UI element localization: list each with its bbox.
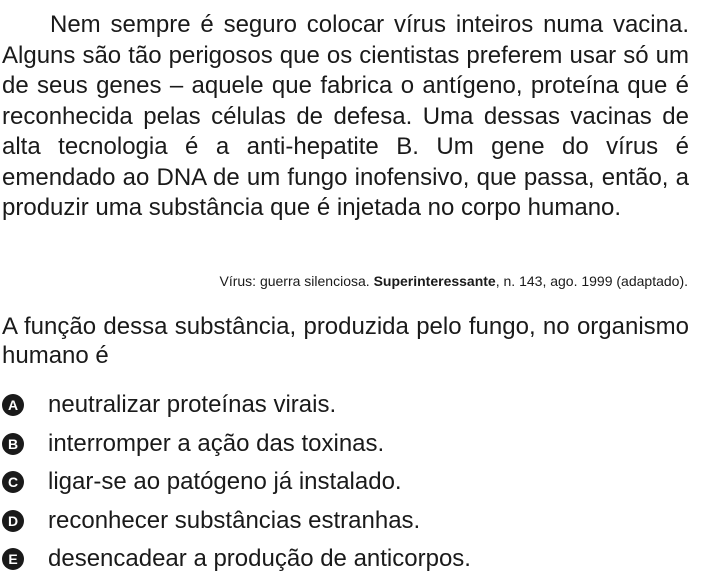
option-letter-d: D [2, 510, 24, 532]
option-e[interactable] [2, 540, 692, 579]
option-letter-c: C [2, 471, 24, 493]
question-stem: A função dessa substância, produzida pelo fungo, no organismo humano é [2, 313, 689, 369]
option-c[interactable] [2, 463, 692, 502]
option-text-a: neutralizar proteínas virais. [48, 391, 337, 419]
option-text-c: ligar-se ao patógeno já instalado. [48, 468, 402, 496]
option-d[interactable] [2, 502, 692, 541]
option-letter-b: B [2, 433, 24, 455]
option-letter-a: A [2, 394, 24, 416]
option-b[interactable] [2, 425, 692, 464]
citation [219, 272, 688, 290]
answer-options [2, 386, 692, 579]
option-letter-e: E [2, 548, 24, 570]
option-text-b: interromper a ação das toxinas. [48, 429, 385, 457]
option-a[interactable] [2, 386, 692, 425]
citation-article: Vírus: guerra silenciosa. [219, 273, 374, 289]
citation-details: , n. 143, ago. 1999 (adaptado). [495, 273, 688, 289]
option-text-d: reconhecer substâncias estranhas. [48, 506, 421, 534]
option-text-e: desencadear a produção de anticorpos. [48, 545, 471, 573]
passage-text: Nem sempre é seguro colocar vírus inteiros numa vacina. Alguns são tão perigosos que os cientistas preferem usar só um de seus genes – aquele que fabrica o antígeno, proteína que é reconhecida pelas células de defesa. Uma dessas vacinas de alta tecnologia é a anti-hepatite B. Um gene do vírus é emendado ao DNA de um fungo inofensivo, que passa, então, a produzir uma substância que é injetada no corpo humano. [2, 11, 689, 221]
citation-source: Superinteressante [373, 273, 496, 289]
